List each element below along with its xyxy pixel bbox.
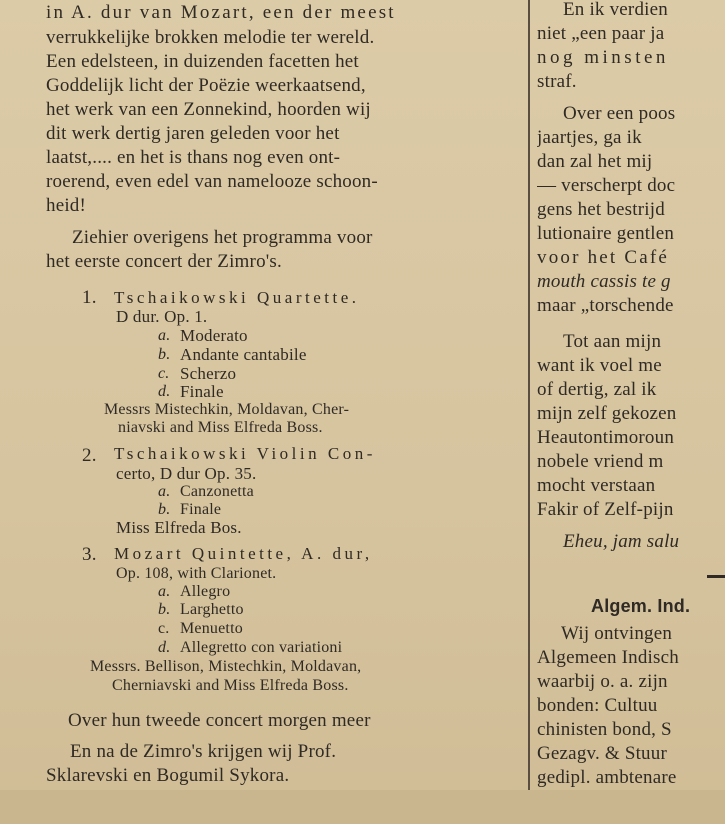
text-line: lutionaire gentlen [537, 223, 675, 244]
movement-name: Finale [180, 501, 222, 518]
text-line: nog minsten [537, 47, 669, 68]
text-line: gens het bestrijd [537, 199, 665, 220]
text-line: Wij ontvingen [561, 623, 673, 644]
program-intro-line: Ziehier overigens het programma voor [72, 227, 373, 248]
text-line: mocht verstaan [537, 475, 656, 496]
text-line: laatst,.... en het is thans nog even ont- [46, 147, 341, 168]
performers-line: Miss Elfreda Bos. [116, 518, 242, 537]
text-line: verrukkelijke brokken melodie ter wereld. [46, 27, 375, 48]
text-line: Tot aan mijn [563, 331, 662, 352]
movement-name: Menuetto [180, 620, 243, 637]
movement-letter: a. [158, 583, 171, 600]
text-line: En na de Zimro's krijgen wij Prof. [70, 741, 337, 762]
text-line: Een edelsteen, in duizenden facetten het [46, 51, 359, 72]
text-line: het werk van een Zonnekind, hoorden wij [46, 99, 371, 120]
text-line: Heautontimoroun [537, 427, 675, 448]
text-line: Fakir of Zelf-pijn [537, 499, 674, 520]
movement-name: Allegretto con variationi [180, 639, 343, 656]
text-line: bonden: Cultuu [537, 695, 658, 716]
page-bottom-margin [0, 790, 725, 824]
text-line: dan zal het mij [537, 151, 653, 172]
text-line: heid! [46, 195, 87, 216]
text-line: Over een poos [563, 103, 676, 124]
program-number: 1. [82, 287, 97, 308]
movement-letter: c. [158, 365, 170, 382]
performers-line: niavski and Miss Elfreda Boss. [118, 419, 323, 436]
latin-line: Eheu, jam salu [563, 531, 680, 552]
column-divider [528, 0, 530, 790]
text-line: niet „een paar ja [537, 23, 665, 44]
text-line: dit werk dertig jaren geleden voor het [46, 123, 340, 144]
text-line: chinisten bond, S [537, 719, 672, 740]
program-title: Tschaikowski Quartette. [114, 288, 360, 307]
section-heading: Algem. Ind. [591, 596, 691, 616]
performers-line: Cherniavski and Miss Elfreda Boss. [112, 677, 349, 694]
text-line: Over hun tweede concert morgen meer [68, 710, 371, 731]
performers-line: Messrs Mistechkin, Moldavan, Cher- [104, 401, 350, 418]
text-line: straf. [537, 71, 577, 92]
right-column [537, 0, 725, 790]
movement-letter: a. [158, 483, 171, 500]
program-subtitle: certo, D dur Op. 35. [116, 464, 257, 483]
movement-letter: d. [158, 639, 171, 656]
text-line: want ik voel me [537, 355, 662, 376]
text-line: waarbij o. a. zijn [537, 671, 668, 692]
text-line: Sklarevski en Bogumil Sykora. [46, 765, 290, 786]
program-subtitle: Op. 108, with Clarionet. [116, 565, 277, 582]
text-line: roerend, even edel van namelooze schoon- [46, 171, 378, 192]
movement-letter: a. [158, 327, 171, 344]
movement-letter: c. [158, 620, 170, 637]
text-line: mijn zelf gekozen [537, 403, 677, 424]
program-intro-line: het eerste concert der Zimro's. [46, 251, 282, 272]
movement-letter: b. [158, 501, 171, 518]
text-line: Gezagv. & Stuur [537, 743, 667, 764]
movement-name: Scherzo [180, 364, 237, 383]
text-line: — verscherpt doc [537, 175, 676, 196]
movement-name: Canzonetta [180, 483, 254, 500]
movement-letter: b. [158, 601, 171, 618]
text-line: nobele vriend m [537, 451, 664, 472]
program-number: 3. [82, 544, 97, 565]
text-line: mouth cassis te g [537, 271, 671, 292]
text-line: voor het Café [537, 247, 670, 268]
movement-name: Larghetto [180, 601, 244, 618]
program-title: Mozart Quintette, A. dur, [114, 544, 373, 563]
text-line: gedipl. ambtenare [537, 767, 677, 788]
movement-name: Andante cantabile [180, 345, 307, 364]
text-line: jaartjes, ga ik [537, 127, 642, 148]
text-line: maar „torschende [537, 295, 674, 316]
movement-letter: b. [158, 346, 171, 363]
program-number: 2. [82, 445, 97, 466]
movement-name: Finale [180, 382, 224, 401]
movement-letter: d. [158, 383, 171, 400]
movement-name: Moderato [180, 326, 248, 345]
text-line: En ik verdien [563, 0, 668, 20]
text-line: Goddelijk licht der Poëzie weerkaatsend, [46, 75, 366, 96]
text-line: in A. dur van Mozart, een der meest [46, 2, 396, 23]
text-line: Algemeen Indisch [537, 647, 679, 668]
movement-name: Allegro [180, 583, 231, 600]
section-divider [707, 575, 725, 578]
program-title: Tschaikowski Violin Con- [114, 444, 376, 463]
performers-line: Messrs. Bellison, Mistechkin, Moldavan, [90, 658, 362, 675]
program-subtitle: D dur. Op. 1. [116, 307, 208, 326]
text-line: of dertig, zal ik [537, 379, 657, 400]
